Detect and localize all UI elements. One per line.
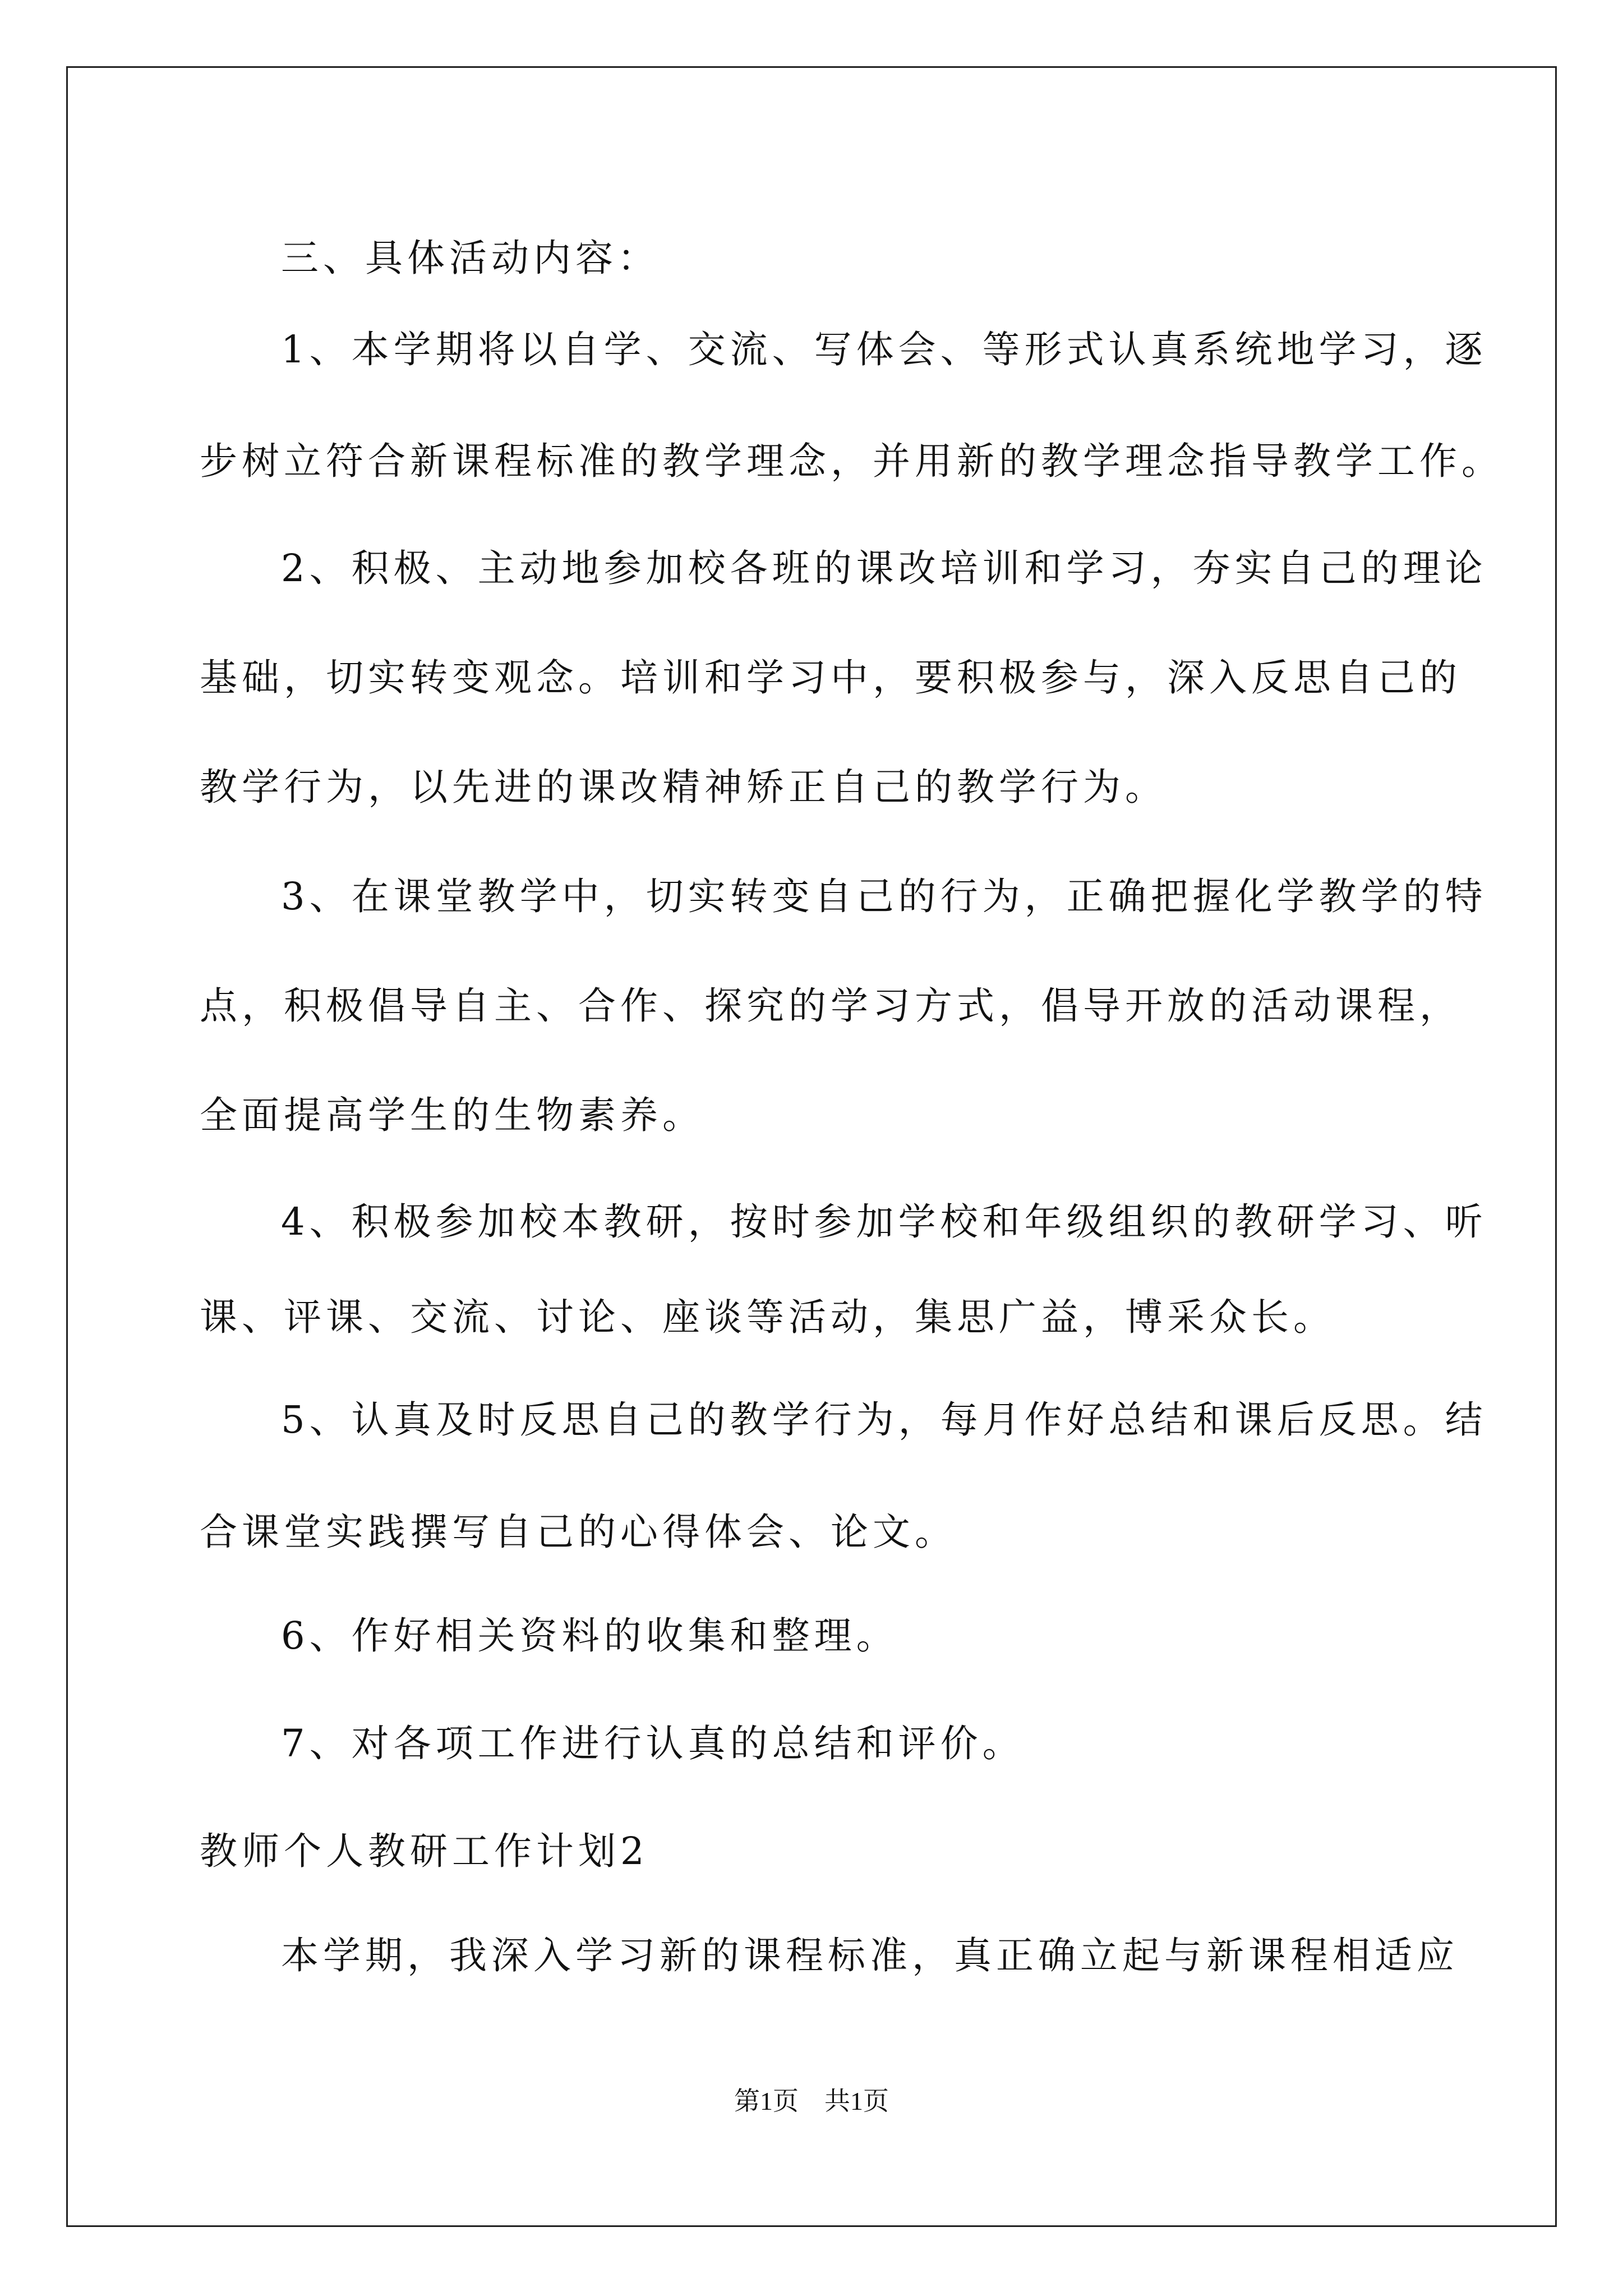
page-border [66, 66, 1557, 2227]
paragraph-line: 步树立符合新课程标准的教学理念，并用新的教学理念指导教学工作。 [200, 439, 1504, 483]
paragraph-line: 1、本学期将以自学、交流、写体会、等形式认真系统地学习，逐 [281, 328, 1487, 371]
paragraph-line: 6、作好相关资料的收集和整理。 [281, 1614, 898, 1658]
paragraph-line: 本学期，我深入学习新的课程标准，真正确立起与新课程相适应 [281, 1934, 1459, 1977]
paragraph-line: 4、积极参加校本教研，按时参加学校和年级组织的教研学习、听 [281, 1200, 1487, 1244]
paragraph-line: 5、认真及时反思自己的教学行为，每月作好总结和课后反思。结 [281, 1398, 1487, 1442]
paragraph-line: 合课堂实践撰写自己的心得体会、论文。 [200, 1510, 957, 1554]
paragraph-line: 2、积极、主动地参加校各班的课改培训和学习，夯实自己的理论 [281, 546, 1487, 590]
section-heading: 三、具体活动内容： [281, 236, 660, 280]
paragraph-line: 全面提高学生的生物素养。 [200, 1093, 704, 1137]
paragraph-line: 基础，切实转变观念。培训和学习中，要积极参与，深入反思自己的 [200, 656, 1461, 700]
paragraph-line: 点，积极倡导自主、合作、探究的学习方式，倡导开放的活动课程， [200, 984, 1461, 1028]
paragraph-line: 课、评课、交流、讨论、座谈等活动，集思广益，博采众长。 [200, 1295, 1335, 1339]
paragraph-line: 7、对各项工作进行认真的总结和评价。 [281, 1722, 1025, 1765]
paragraph-line: 教学行为，以先进的课改精神矫正自己的教学行为。 [200, 765, 1167, 809]
section-title: 教师个人教研工作计划2 [200, 1829, 649, 1873]
page-number-footer: 第1页 共1页 [734, 2087, 889, 2115]
paragraph-line: 3、在课堂教学中，切实转变自己的行为，正确把握化学教学的特 [281, 875, 1487, 918]
